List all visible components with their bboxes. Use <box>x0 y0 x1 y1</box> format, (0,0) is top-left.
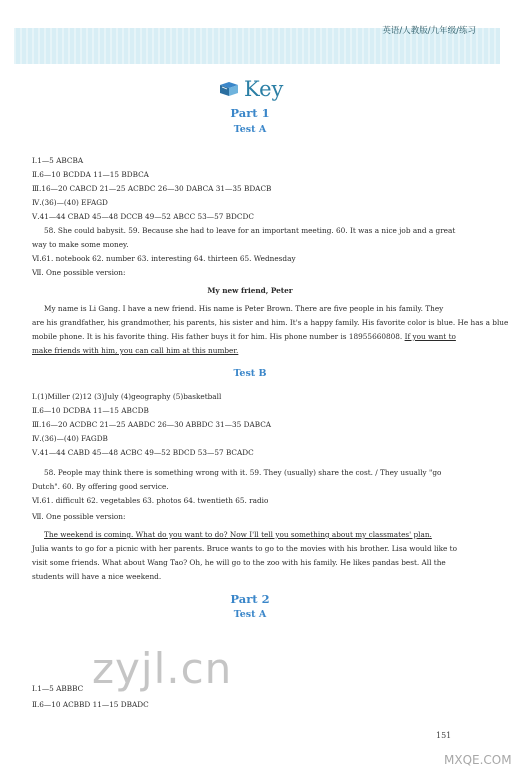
part1-heading: Part 1 <box>230 106 270 120</box>
answer-line: Ⅱ.6—10 DCDBA 11—15 ABCDB <box>32 406 149 415</box>
essay-line-underlined: make friends with him, you can call him at this number. <box>32 346 239 355</box>
answer-line: Ⅶ. One possible version: <box>32 512 126 521</box>
answer-line: Ⅵ.61. notebook 62. number 63. interesting 64. thirteen 65. Wednesday <box>32 254 296 263</box>
essay-title: My new friend, Peter <box>207 286 293 295</box>
answer-line: Ⅴ.41—44 CABD 45—48 ACBC 49—52 BDCD 53—57 BCADC <box>32 448 254 457</box>
answer-line: Ⅵ.61. difficult 62. vegetables 63. photos 64. twentieth 65. radio <box>32 496 269 505</box>
answer-line: Ⅰ.(1)Miller (2)12 (3)July (4)geography (5)basketball <box>32 392 222 401</box>
book-label: 英语/人教版/九年级/练习 <box>382 26 476 36</box>
essay-line: Julia wants to go for a picnic with her parents. Bruce wants to go to the movies with his brother. Lisa would like to <box>32 544 458 553</box>
part1-testA-heading: Test A <box>233 124 267 135</box>
answer-line: Ⅲ.16—20 CABCD 21—25 ACBDC 26—30 DABCA 31—35 BDACB <box>32 184 272 193</box>
answer-line: Ⅶ. One possible version: <box>32 268 126 277</box>
part1-testB-heading: Test B <box>233 368 267 379</box>
essay-line: My name is Li Gang. I have a new friend. His name is Peter Brown. There are five people in his family. They <box>44 304 444 313</box>
essay-line: are his grandfather, his grandmother, his parents, his sister and him. It's a happy family. His favorite color is blue. He has a blue <box>32 318 509 327</box>
essay-underlined: If you want to <box>404 332 456 341</box>
answer-line: Ⅱ.6—10 ACBBD 11—15 DBADC <box>32 700 149 709</box>
essay-line <box>32 332 456 341</box>
answer-line: way to make some money. <box>32 240 129 249</box>
page-number: 151 <box>436 731 452 740</box>
answer-line: 58. She could babysit. 59. Because she had to leave for an important meeting. 60. It was a nice job and a great <box>44 226 456 235</box>
key-title <box>218 76 283 102</box>
answer-line: Dutch". 60. By offering good service. <box>32 482 169 491</box>
answer-line: 58. People may think there is something wrong with it. 59. They (usually) share the cost. / They usually "go <box>44 468 442 477</box>
essay-line-underlined: The weekend is coming. What do you want to do? Now I'll tell you something about my classmates' plan. <box>44 530 432 539</box>
answer-line: Ⅰ.1—5 ABCBA <box>32 156 84 165</box>
part2-heading: Part 2 <box>230 592 270 606</box>
book-icon <box>218 80 240 98</box>
essay-line: students will have a nice weekend. <box>32 572 162 581</box>
answer-line: Ⅲ.16—20 ACDBC 21—25 AABDC 26—30 ABBDC 31—35 DABCA <box>32 420 272 429</box>
answer-line: Ⅱ.6—10 BCDDA 11—15 BDBCA <box>32 170 149 179</box>
essay-line: visit some friends. What about Wang Tao? Oh, he will go to the zoo with his family. He likes pandas best. All the <box>32 558 446 567</box>
answer-line: Ⅴ.41—44 CBAD 45—48 DCCB 49—52 ABCC 53—57 BDCDC <box>32 212 254 221</box>
page-title: Key <box>244 77 284 101</box>
answer-line: Ⅳ.(36)—(40) EFAGD <box>32 198 108 207</box>
stamp-watermark: MXQE.COM <box>444 753 512 767</box>
answer-line: Ⅰ.1—5 ABBBC <box>32 684 84 693</box>
essay-text: mobile phone. It is his favorite thing. His father buys it for him. His phone number is 18955660808. <box>32 332 403 341</box>
part2-testA-heading: Test A <box>233 609 267 620</box>
watermark: zyjl.cn <box>92 644 233 693</box>
answer-line: Ⅳ.(36)—(40) FAGDB <box>32 434 108 443</box>
